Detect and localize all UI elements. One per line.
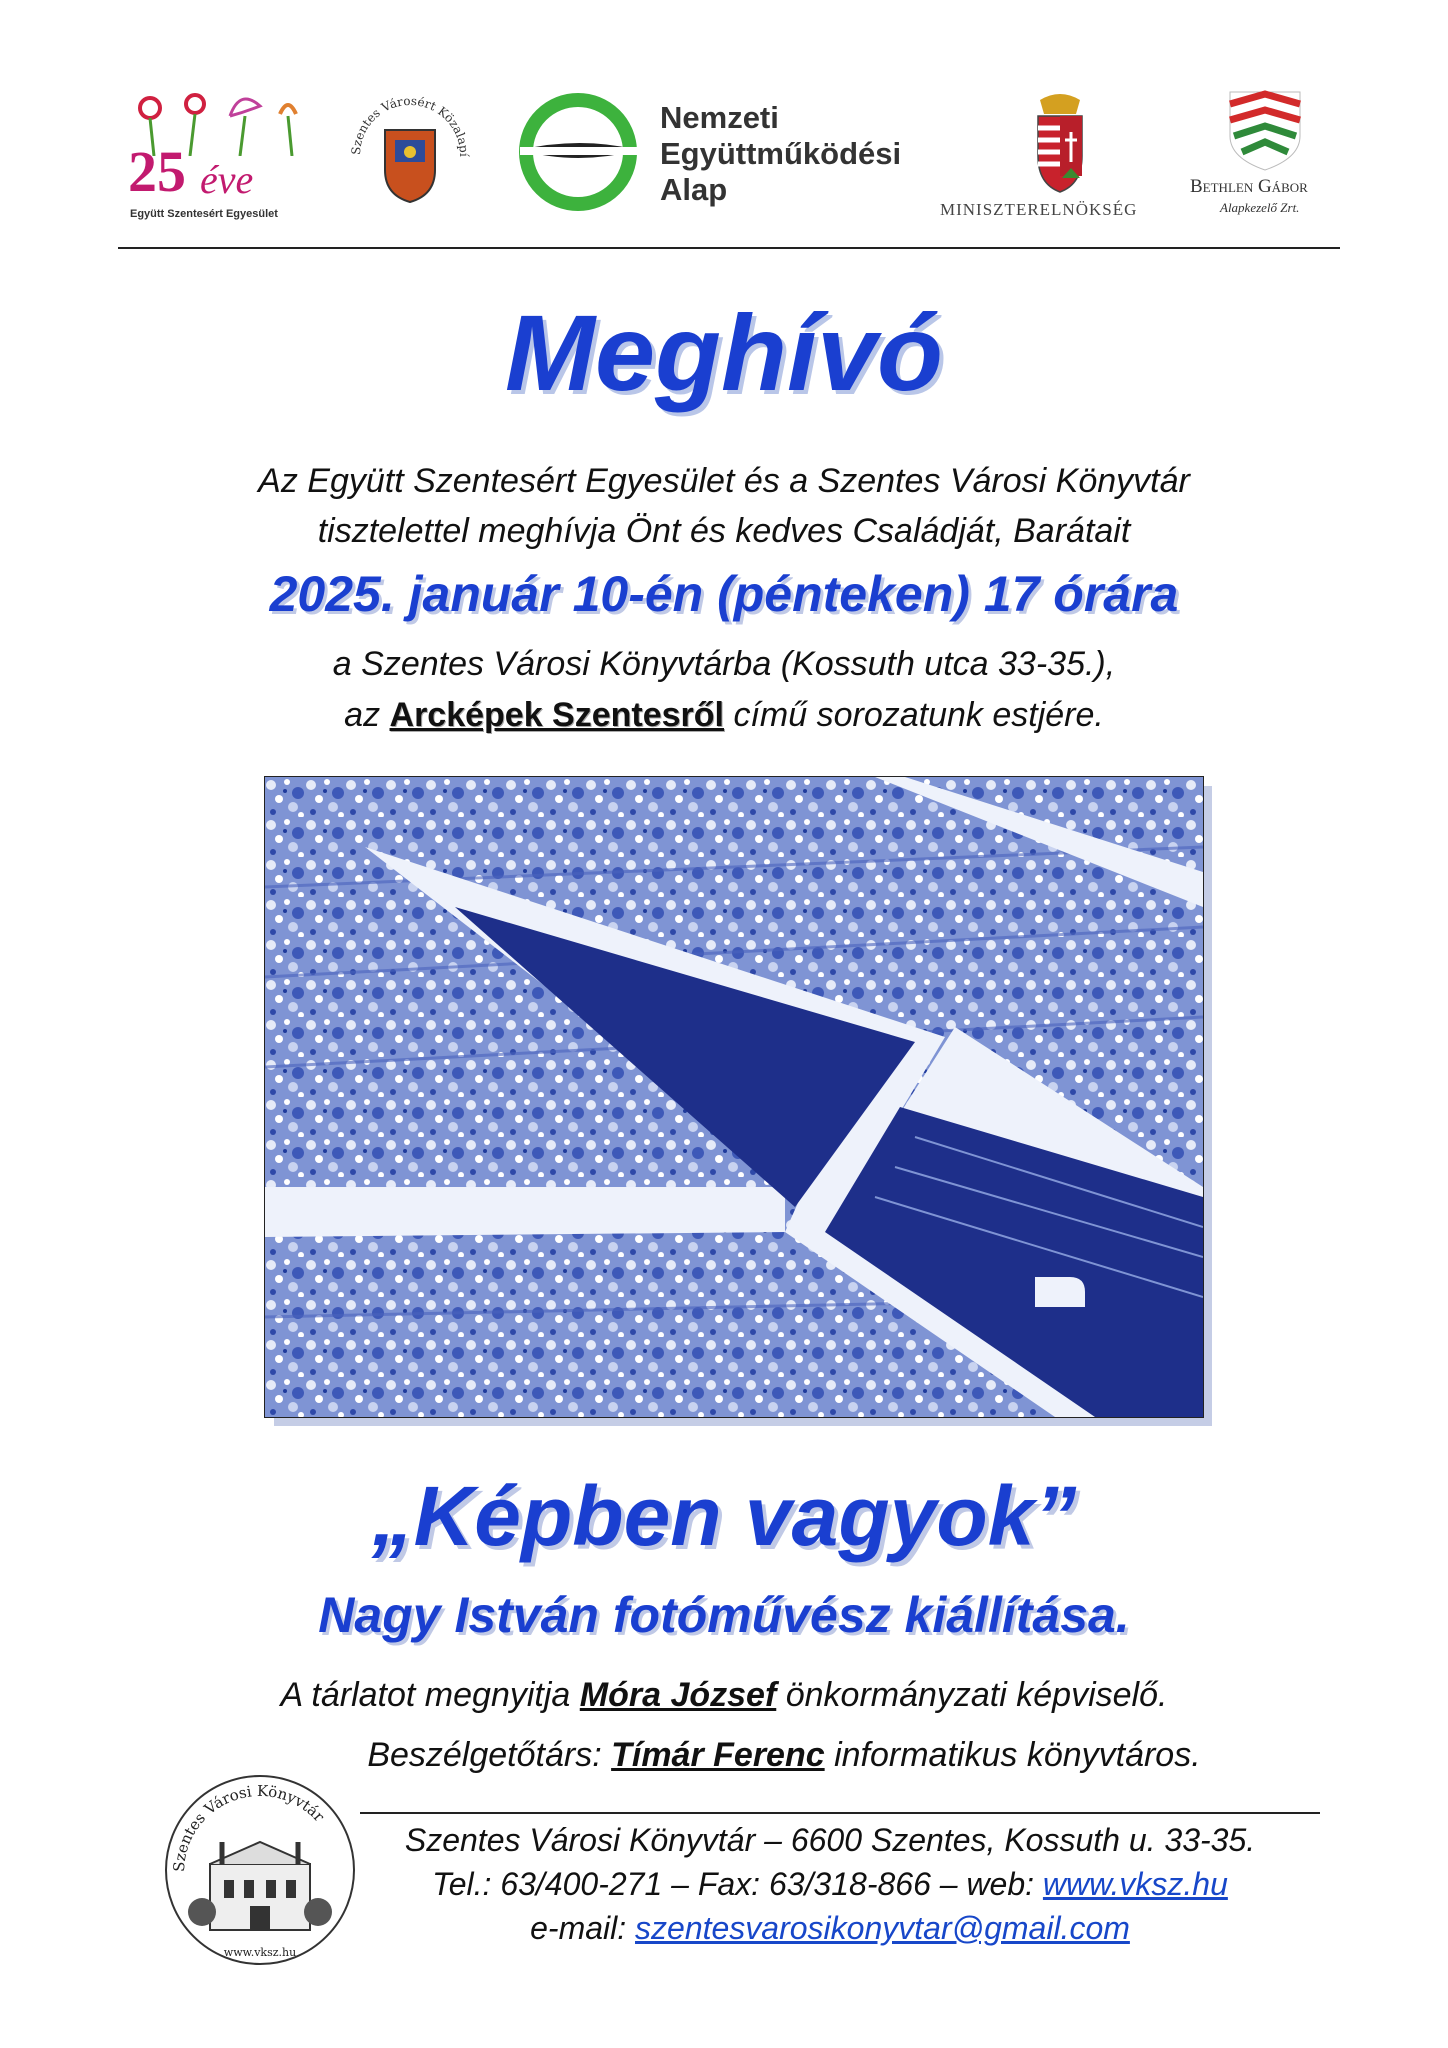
nea-line-3: Alap bbox=[660, 172, 728, 207]
nea-text bbox=[660, 100, 901, 208]
invitation-line-2: tisztelettel meghívja Önt és kedves Családját, Barátait bbox=[317, 512, 1131, 550]
egyesulet-25-logo bbox=[120, 86, 310, 226]
talk-line bbox=[60, 1736, 1448, 1775]
talk-prefix: Beszélgetőtárs: bbox=[367, 1736, 612, 1774]
email-prefix: e-mail: bbox=[530, 1910, 636, 1946]
arrow-photo-image bbox=[265, 777, 1203, 1417]
library-building-icon bbox=[162, 1772, 358, 1968]
exhibition-photo bbox=[264, 776, 1204, 1418]
opening-line bbox=[0, 1676, 1448, 1715]
miniszterelnokseg-label: MINISZTERELNÖKSÉG bbox=[940, 200, 1138, 219]
szentes-varosert-logo bbox=[340, 80, 480, 220]
footer-address: Szentes Városi Könyvtár – 6600 Szentes, Kossuth u. 33-35. bbox=[404, 1822, 1256, 1858]
bethlen-line-1: Bethlen Gábor bbox=[1190, 176, 1308, 197]
city-arc-text: Szentes Városért Közalapí bbox=[348, 93, 472, 157]
talk-suffix: informatikus könyvtáros. bbox=[824, 1736, 1201, 1774]
nea-ring-icon bbox=[510, 90, 650, 220]
egyesulet-caption: Együtt Szentesért Egyesület bbox=[130, 208, 278, 220]
opener-name: Móra József bbox=[579, 1676, 777, 1714]
invitation-line-3: a Szentes Városi Könyvtárba (Kossuth utca 33-35.), bbox=[332, 645, 1116, 683]
invitation-line-4 bbox=[0, 696, 1448, 735]
line-4-prefix: az bbox=[344, 696, 390, 734]
talk-partner-name: Tímár Ferenc bbox=[611, 1736, 825, 1774]
event-date: 2025. január 10-én (pénteken) 17 órára bbox=[269, 566, 1179, 622]
miniszterelnokseg-logo bbox=[940, 88, 1180, 228]
contact-prefix: Tel.: 63/400-271 – Fax: 63/318-866 – web: bbox=[432, 1866, 1043, 1902]
footer-divider bbox=[360, 1812, 1320, 1814]
anniversary-word: éve bbox=[200, 157, 254, 202]
bethlen-line-2: Alapkezelő Zrt. bbox=[1220, 200, 1300, 215]
seal-arc-text: Szentes Városi Könyvtár bbox=[169, 1781, 329, 1873]
line-4-suffix: című sorozatunk estjére. bbox=[724, 696, 1104, 734]
invitation-line-1: Az Együtt Szentesért Egyesület és a Szentes Városi Könyvtár bbox=[258, 462, 1190, 500]
nea-line-1: Nemzeti bbox=[660, 100, 779, 135]
header-divider bbox=[118, 247, 1340, 249]
bethlen-shield-icon bbox=[1190, 86, 1340, 176]
opening-prefix: A tárlatot megnyitja bbox=[280, 1676, 580, 1714]
hungarian-coat-of-arms-icon bbox=[940, 88, 1180, 198]
exhibition-subtitle: Nagy István fotóművész kiállítása. bbox=[318, 1587, 1130, 1643]
footer-contact bbox=[330, 1866, 1330, 1903]
nea-line-2: Együttműködési bbox=[660, 136, 902, 171]
footer-email bbox=[330, 1910, 1330, 1947]
city-crest-icon bbox=[340, 80, 480, 220]
seal-url: www.vksz.hu bbox=[223, 1946, 297, 1959]
page-title: Meghívó bbox=[504, 292, 943, 413]
exhibition-title: „Képben vagyok” bbox=[371, 1469, 1077, 1563]
library-seal bbox=[162, 1772, 358, 1968]
series-name: Arcképek Szentesről bbox=[389, 696, 725, 734]
nemzeti-egyuttmukodesi-alap-logo bbox=[510, 90, 940, 220]
bethlen-gabor-logo bbox=[1190, 86, 1340, 226]
email-link[interactable]: szentesvarosikonyvtar@gmail.com bbox=[635, 1910, 1130, 1946]
anniversary-number: 25 bbox=[128, 139, 186, 204]
website-link[interactable]: www.vksz.hu bbox=[1042, 1866, 1228, 1902]
opening-suffix: önkormányzati képviselő. bbox=[776, 1676, 1168, 1714]
